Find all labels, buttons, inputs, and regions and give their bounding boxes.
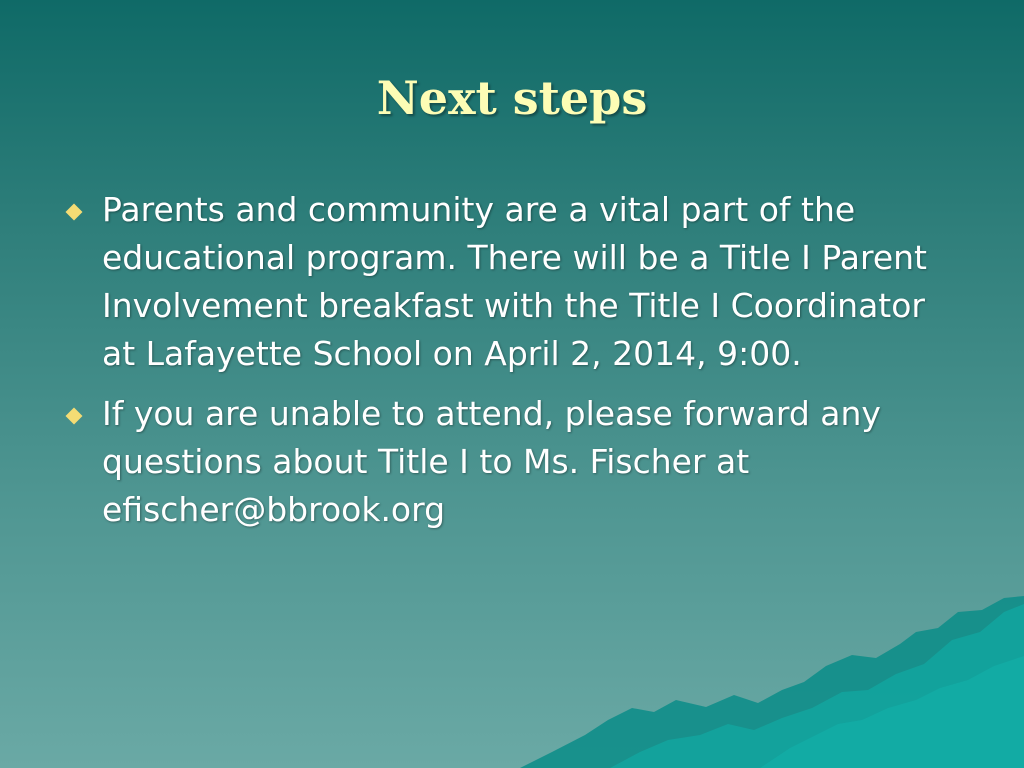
diamond-bullet-icon xyxy=(66,204,83,221)
bullet-list xyxy=(62,186,962,546)
slide-title: Next steps xyxy=(376,71,648,125)
bullet-text: Parents and community are a vital part of the educational program. There will be a Title I Parent Involvement breakfast with the Title I Coordinator at Lafayette School on April 2, 2014, 9:00. xyxy=(102,190,927,373)
bullet-item xyxy=(62,186,962,378)
bullet-text: If you are unable to attend, please forward any questions about Title I to Ms. Fischer at efischer@bbrook.org xyxy=(102,394,881,529)
diamond-bullet-icon xyxy=(66,408,83,425)
bullet-item xyxy=(62,390,962,534)
